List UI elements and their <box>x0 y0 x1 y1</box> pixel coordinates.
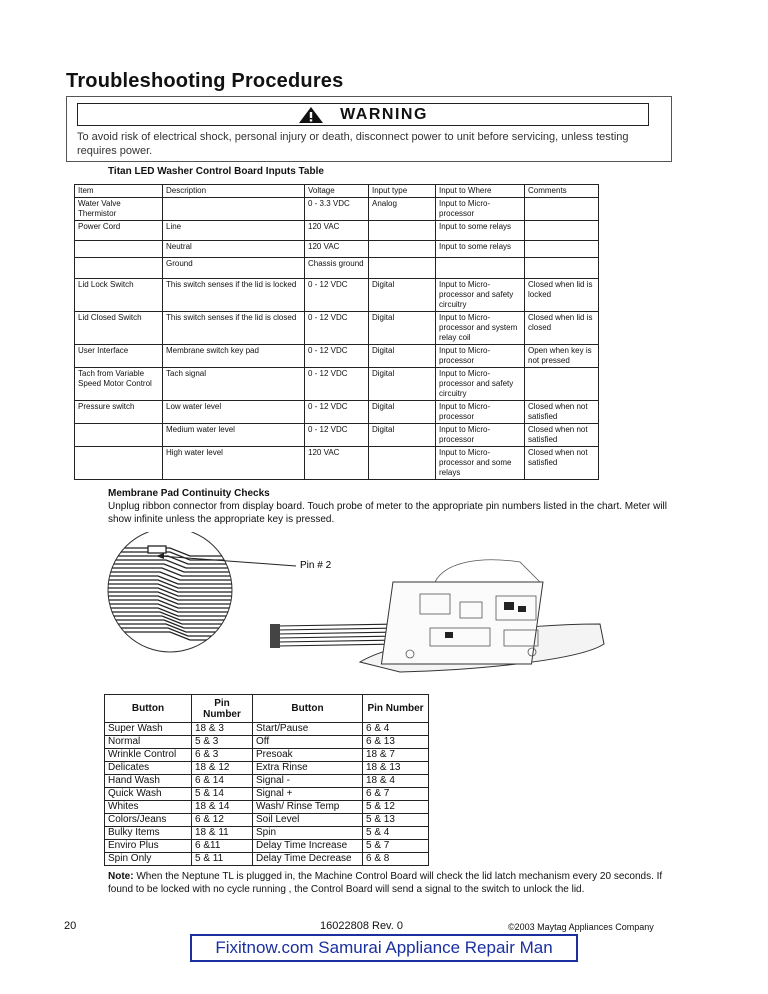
table-cell: 0 - 12 VDC <box>305 424 369 447</box>
table-cell: Spin <box>253 827 363 840</box>
table-cell: 0 - 12 VDC <box>305 312 369 345</box>
table-row <box>105 788 429 801</box>
table-cell: Tach signal <box>163 368 305 401</box>
table-cell: Wrinkle Control <box>105 749 192 762</box>
table-cell: High water level <box>163 447 305 480</box>
table-cell <box>369 221 436 241</box>
warning-triangle-icon <box>298 106 324 124</box>
table-cell: Soil Level <box>253 814 363 827</box>
warning-box <box>66 96 672 162</box>
inputs-table <box>74 184 599 480</box>
header-pin-number: Pin Number <box>363 695 429 723</box>
table-cell: 18 & 12 <box>192 762 253 775</box>
table-cell: Colors/Jeans <box>105 814 192 827</box>
table-cell: Delay Time Decrease <box>253 853 363 866</box>
header-button: Button <box>105 695 192 723</box>
table-cell: Digital <box>369 312 436 345</box>
table-cell: Closed when not satisfied <box>525 447 599 480</box>
table-cell: 18 & 13 <box>363 762 429 775</box>
table-cell: Closed when lid is closed <box>525 312 599 345</box>
table-cell: 18 & 11 <box>192 827 253 840</box>
table-cell: 5 & 13 <box>363 814 429 827</box>
table-cell: Quick Wash <box>105 788 192 801</box>
header-pin-number: Pin Number <box>192 695 253 723</box>
pin-table-header <box>105 695 429 723</box>
header-item: Item <box>75 185 163 198</box>
table-cell: Normal <box>105 736 192 749</box>
table-cell: Digital <box>369 401 436 424</box>
table-cell: Presoak <box>253 749 363 762</box>
table-cell <box>525 241 599 258</box>
table-cell: Digital <box>369 345 436 368</box>
table-cell <box>369 241 436 258</box>
copyright: ©2003 Maytag Appliances Company <box>508 922 654 932</box>
table-cell <box>525 258 599 279</box>
table-row <box>75 447 599 480</box>
table-cell: 18 & 14 <box>192 801 253 814</box>
table-cell: 5 & 12 <box>363 801 429 814</box>
table-cell <box>75 424 163 447</box>
document-number: 16022808 Rev. 0 <box>320 920 403 932</box>
page-title: Troubleshooting Procedures <box>66 70 344 92</box>
table-cell: Water Valve Thermistor <box>75 198 163 221</box>
table-cell: Extra Rinse <box>253 762 363 775</box>
table-row <box>105 736 429 749</box>
table-cell: 5 & 7 <box>363 840 429 853</box>
table-cell: Closed when not satisfied <box>525 424 599 447</box>
header-input-to-where: Input to Where <box>436 185 525 198</box>
table-row <box>105 775 429 788</box>
table-cell: Open when key is not pressed <box>525 345 599 368</box>
table-cell: 6 & 14 <box>192 775 253 788</box>
table-cell: 0 - 12 VDC <box>305 401 369 424</box>
table-cell: Input to Micro-processor <box>436 345 525 368</box>
table-cell: 18 & 3 <box>192 723 253 736</box>
table-cell: 6 & 4 <box>363 723 429 736</box>
table-row <box>105 827 429 840</box>
table-cell: Start/Pause <box>253 723 363 736</box>
table-row <box>75 424 599 447</box>
table-cell: 120 VAC <box>305 447 369 480</box>
pin-number-table <box>104 694 429 866</box>
membrane-title: Membrane Pad Continuity Checks <box>108 488 270 499</box>
table-cell <box>163 198 305 221</box>
header-input-type: Input type <box>369 185 436 198</box>
table-cell: Power Cord <box>75 221 163 241</box>
table-cell: Input to Micro-processor <box>436 424 525 447</box>
table-cell: Enviro Plus <box>105 840 192 853</box>
table-cell: Input to Micro-processor and some relays <box>436 447 525 480</box>
table-row <box>75 345 599 368</box>
table-cell: 6 & 12 <box>192 814 253 827</box>
header-voltage: Voltage <box>305 185 369 198</box>
table-row <box>105 762 429 775</box>
inputs-table-header <box>75 185 599 198</box>
table-cell: 0 - 12 VDC <box>305 368 369 401</box>
table-cell: Lid Lock Switch <box>75 279 163 312</box>
table-row <box>75 312 599 345</box>
table-row <box>75 198 599 221</box>
table-cell: Hand Wash <box>105 775 192 788</box>
table-row <box>75 258 599 279</box>
table-cell: 120 VAC <box>305 241 369 258</box>
table-cell: Spin Only <box>105 853 192 866</box>
table-cell <box>75 447 163 480</box>
table-cell: Delicates <box>105 762 192 775</box>
table-cell: Whites <box>105 801 192 814</box>
table-cell: Closed when lid is locked <box>525 279 599 312</box>
table-row <box>75 221 599 241</box>
table-cell <box>75 241 163 258</box>
table-cell: 18 & 4 <box>363 775 429 788</box>
table-row <box>105 723 429 736</box>
table-cell: 0 - 3.3 VDC <box>305 198 369 221</box>
table-row <box>75 279 599 312</box>
note-label: Note: <box>108 871 134 882</box>
table-cell: Input to Micro-processor <box>436 401 525 424</box>
table-cell: Lid Closed Switch <box>75 312 163 345</box>
table-cell: This switch senses if the lid is closed <box>163 312 305 345</box>
table-cell: 6 & 13 <box>363 736 429 749</box>
table-cell: Signal - <box>253 775 363 788</box>
table-cell: Super Wash <box>105 723 192 736</box>
ribbon-connector-illustration <box>100 532 608 692</box>
table-cell: Off <box>253 736 363 749</box>
table-cell: This switch senses if the lid is locked <box>163 279 305 312</box>
table-row <box>75 401 599 424</box>
note-text: When the Neptune TL is plugged in, the Machine Control Board will check the lid latch mechanism every 20 seconds. If found to be locked with no cycle running , the Control Board will send a signal to the switch to unlock the lid. <box>108 871 663 895</box>
table-cell: Bulky Items <box>105 827 192 840</box>
table-cell: Chassis ground <box>305 258 369 279</box>
table-cell <box>369 258 436 279</box>
membrane-instructions: Unplug ribbon connector from display board. Touch probe of meter to the appropriate pin numbers listed in the chart. Meter will show infinite unless the appropriate key is pressed. <box>108 501 668 525</box>
table-cell: Input to some relays <box>436 241 525 258</box>
table-cell: User Interface <box>75 345 163 368</box>
note <box>108 870 668 896</box>
table-row <box>105 749 429 762</box>
table-cell <box>525 368 599 401</box>
table-cell: Input to Micro-processor and system relay coil <box>436 312 525 345</box>
table-cell: 6 & 8 <box>363 853 429 866</box>
table-cell: Line <box>163 221 305 241</box>
table-cell: Membrane switch key pad <box>163 345 305 368</box>
table-cell: 5 & 11 <box>192 853 253 866</box>
credit-banner: Fixitnow.com Samurai Appliance Repair Man <box>190 934 578 962</box>
table-cell: Digital <box>369 368 436 401</box>
table-cell: Digital <box>369 279 436 312</box>
table-cell: Low water level <box>163 401 305 424</box>
table-cell: Tach from Variable Speed Motor Control <box>75 368 163 401</box>
table-cell: 18 & 7 <box>363 749 429 762</box>
table-cell: Closed when not satisfied <box>525 401 599 424</box>
table-cell <box>75 258 163 279</box>
warning-label: WARNING <box>340 105 428 123</box>
table-cell: Input to Micro-processor and safety circuitry <box>436 368 525 401</box>
table-cell <box>525 221 599 241</box>
header-button: Button <box>253 695 363 723</box>
table-row <box>75 241 599 258</box>
table-cell: 120 VAC <box>305 221 369 241</box>
table-row <box>105 840 429 853</box>
table-cell <box>369 447 436 480</box>
table-cell: Input to Micro-processor <box>436 198 525 221</box>
header-comments: Comments <box>525 185 599 198</box>
table-cell: 6 &11 <box>192 840 253 853</box>
table-row <box>105 801 429 814</box>
table-cell: Digital <box>369 424 436 447</box>
table-cell: Neutral <box>163 241 305 258</box>
table-cell: 0 - 12 VDC <box>305 279 369 312</box>
pin-label: Pin # 2 <box>300 560 332 571</box>
warning-text: To avoid risk of electrical shock, personal injury or death, disconnect power to unit before servicing, unless testing requires power. <box>77 131 629 157</box>
table-cell <box>525 198 599 221</box>
table-row <box>75 368 599 401</box>
table-cell: Pressure switch <box>75 401 163 424</box>
table-cell: 5 & 14 <box>192 788 253 801</box>
page-number: 20 <box>64 920 77 932</box>
table-cell: Medium water level <box>163 424 305 447</box>
table-cell: 6 & 7 <box>363 788 429 801</box>
table-cell: 5 & 4 <box>363 827 429 840</box>
table-cell: Signal + <box>253 788 363 801</box>
table-row <box>105 853 429 866</box>
table-cell: Input to some relays <box>436 221 525 241</box>
table-cell: Delay Time Increase <box>253 840 363 853</box>
table-cell: Wash/ Rinse Temp <box>253 801 363 814</box>
inputs-table-title: Titan LED Washer Control Board Inputs Table <box>108 166 324 177</box>
table-cell: 5 & 3 <box>192 736 253 749</box>
table-cell: 0 - 12 VDC <box>305 345 369 368</box>
header-description: Description <box>163 185 305 198</box>
table-cell: 6 & 3 <box>192 749 253 762</box>
table-cell <box>436 258 525 279</box>
table-cell: Ground <box>163 258 305 279</box>
warning-banner <box>77 103 649 126</box>
table-cell: Analog <box>369 198 436 221</box>
table-cell: Input to Micro-processor and safety circuitry <box>436 279 525 312</box>
table-row <box>105 814 429 827</box>
